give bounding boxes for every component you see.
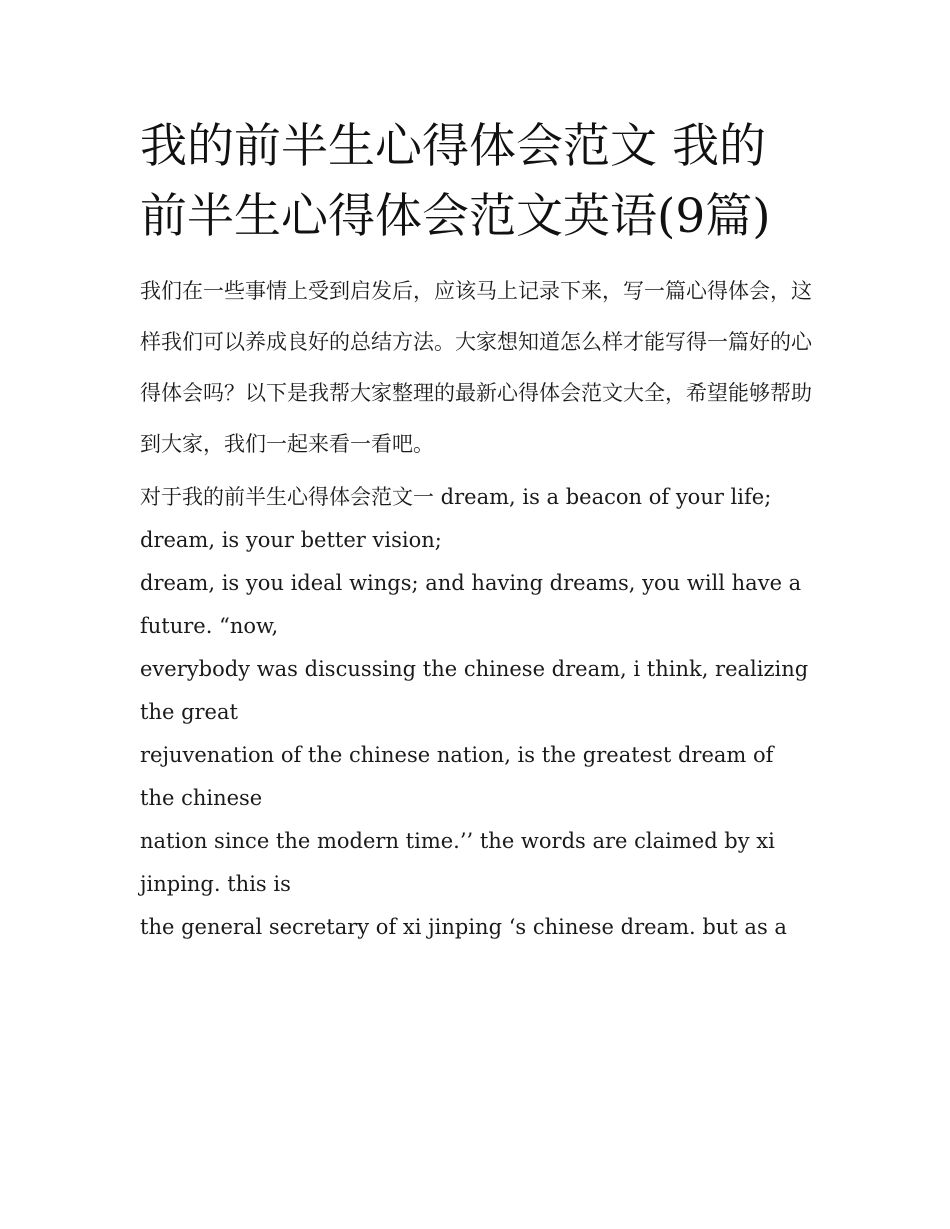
body-line: everybody was discussing the chinese dream, i think, realizing the great [140, 657, 809, 724]
body-line: 对于我的前半生心得体会范文一 dream, is a beacon of your life; dream, is your better vision; [140, 485, 772, 552]
document-page [140, 112, 812, 949]
body-line: nation since the modern time.’’ the words are claimed by xi jinping. this is [140, 829, 775, 896]
body-line: rejuvenation of the chinese nation, is the greatest dream of the chinese [140, 743, 774, 810]
body-text [140, 476, 812, 949]
body-line: the general secretary of xi jinping ‘s chinese dream. but as a [140, 915, 787, 939]
document-title: 我的前半生心得体会范文 我的前半生心得体会范文英语(9篇) [140, 119, 771, 244]
intro-paragraph: 我们在一些事情上受到启发后，应该马上记录下来，写一篇心得体会，这样我们可以养成良好的总结方法。大家想知道怎么样才能写得一篇好的心得体会吗？以下是我帮大家整理的最新心得体会范文大全，希望能够帮助到大家，我们一起来看一看吧。 [140, 279, 812, 456]
body-line: dream, is you ideal wings; and having dreams, you will have a future. “now, [140, 571, 802, 638]
